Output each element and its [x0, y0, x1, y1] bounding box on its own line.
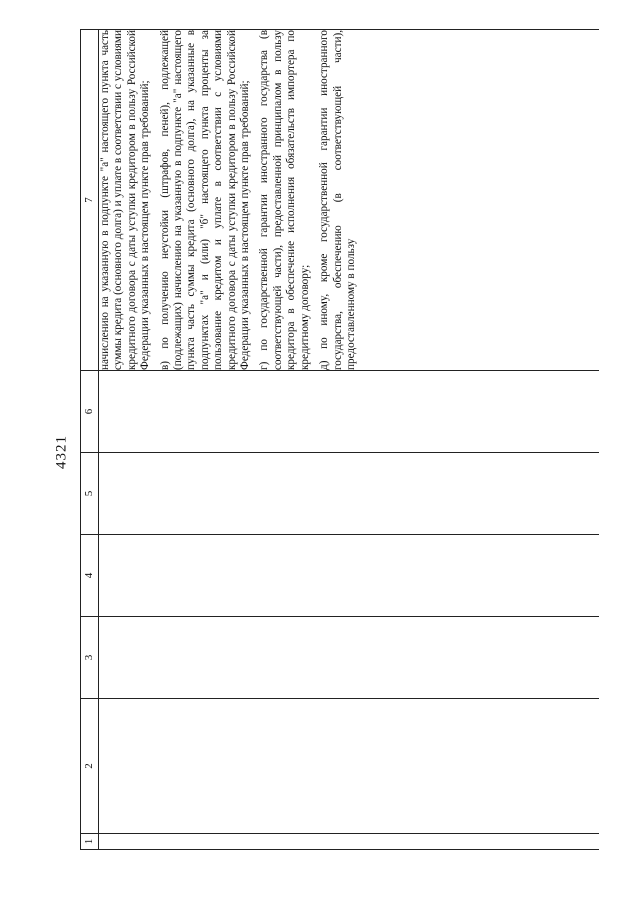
column-header-6: 6: [81, 371, 99, 453]
table-header-row: [81, 30, 99, 850]
table-cell-7: [99, 30, 600, 371]
column-header-7: 7: [81, 30, 99, 371]
table-cell-1: [99, 834, 600, 850]
paragraph-b-continuation: начислению на указанную в подпункте "а" настоящего пункта часть суммы кредита (основного долга) и уплате в соответствии с условиями кредитного договора с даты уступки кредитором в пользу Российской Федерации указанных в настоящем пункте прав требований;: [99, 30, 152, 370]
column-header-2: 2: [81, 699, 99, 834]
document-sheet: [80, 30, 620, 850]
table-cell-5: [99, 453, 600, 535]
column-header-1: 1: [81, 834, 99, 850]
table-row: [99, 30, 600, 850]
table: [80, 29, 599, 850]
column-header-3: 3: [81, 617, 99, 699]
paragraph-v: в) по получению неустойки (штрафов, пеней), подлежащей (подлежащих) начислению на указанную в подпункте "а" настоящего пункта часть суммы кредита (основного долга), на указанные в подпунктах "а" и (или) "б" настоящего пункта проценты за пользование кредитом и уплате в соответствии с условиями кредитного договора с даты уступки кредитором в пользу Российской Федерации указанных в настоящем пункте прав требований;: [158, 30, 252, 370]
column-header-4: 4: [81, 535, 99, 617]
table-cell-4: [99, 535, 600, 617]
column-header-5: 5: [81, 453, 99, 535]
rotated-table-frame: [80, 30, 620, 850]
paragraph-g: г) по государственной гарантии иностранного государства (в соответствующей части), предоставленной принципалом в пользу кредитора в обеспечение исполнения обязательств импортера по кредитному договору;: [258, 30, 311, 370]
table-cell-6: [99, 371, 600, 453]
table-cell-3: [99, 617, 600, 699]
page-number: 4321: [53, 435, 70, 469]
table-cell-2: [99, 699, 600, 834]
paragraph-d: д) по иному, кроме государственной гарантии иностранного государства, обеспечению (в соответствующей части), предоставленному в пользу: [318, 30, 357, 370]
